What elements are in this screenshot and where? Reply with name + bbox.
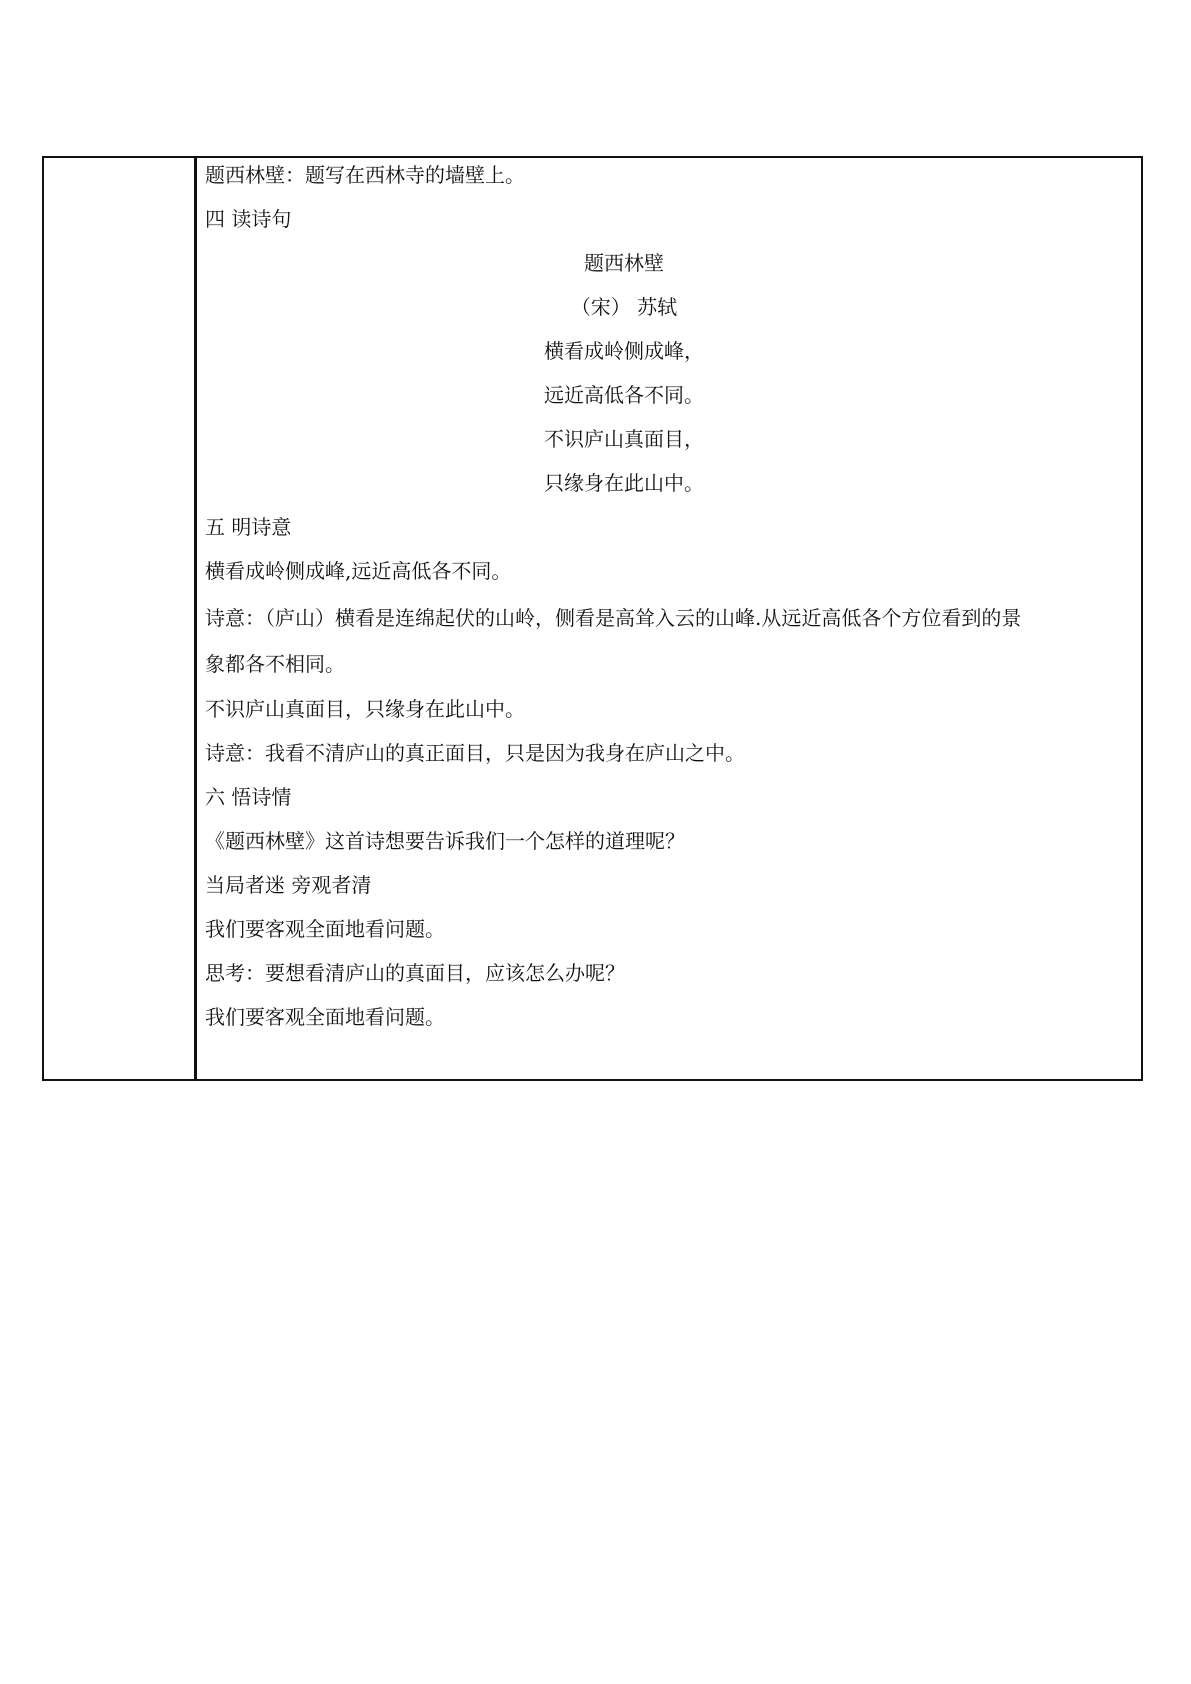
text-line-verse-2: 不识庐山真面目，只缘身在此山中。 [205,697,525,721]
poem-author: （宋） 苏轼 [570,295,678,319]
poem-line-3: 不识庐山真面目， [544,427,704,451]
text-line-idiom: 当局者迷 旁观者清 [205,873,372,897]
text-line-meaning-1: 诗意：（庐山）横看是连绵起伏的山岭，侧看是高耸入云的山峰.从远近高低各个方位看到的景 [205,606,1022,630]
section-heading-poem-feeling: 六 悟诗情 [205,785,292,809]
text-line-think: 思考：要想看清庐山的真面目，应该怎么办呢？ [205,961,625,985]
section-heading-read-poem: 四 读诗句 [205,207,292,231]
poem-line-4: 只缘身在此山中。 [544,471,704,495]
text-line-verse-1: 横看成岭侧成峰,远近高低各不同。 [205,559,512,583]
text-line-answer: 我们要客观全面地看问题。 [205,1005,445,1029]
poem-line-1: 横看成岭侧成峰， [544,339,704,363]
text-line-meaning-2: 诗意：我看不清庐山的真正面目，只是因为我身在庐山之中。 [205,741,745,765]
text-line-title-explanation: 题西林壁：题写在西林寺的墙壁上。 [205,163,525,187]
poem-line-2: 远近高低各不同。 [544,383,704,407]
text-line-question: 《题西林壁》这首诗想要告诉我们一个怎样的道理呢？ [205,829,685,853]
poem-title: 题西林壁 [584,251,664,275]
section-heading-poem-meaning: 五 明诗意 [205,515,292,539]
text-line-meaning-1-cont: 象都各不相同。 [205,652,345,676]
text-line-lesson: 我们要客观全面地看问题。 [205,917,445,941]
